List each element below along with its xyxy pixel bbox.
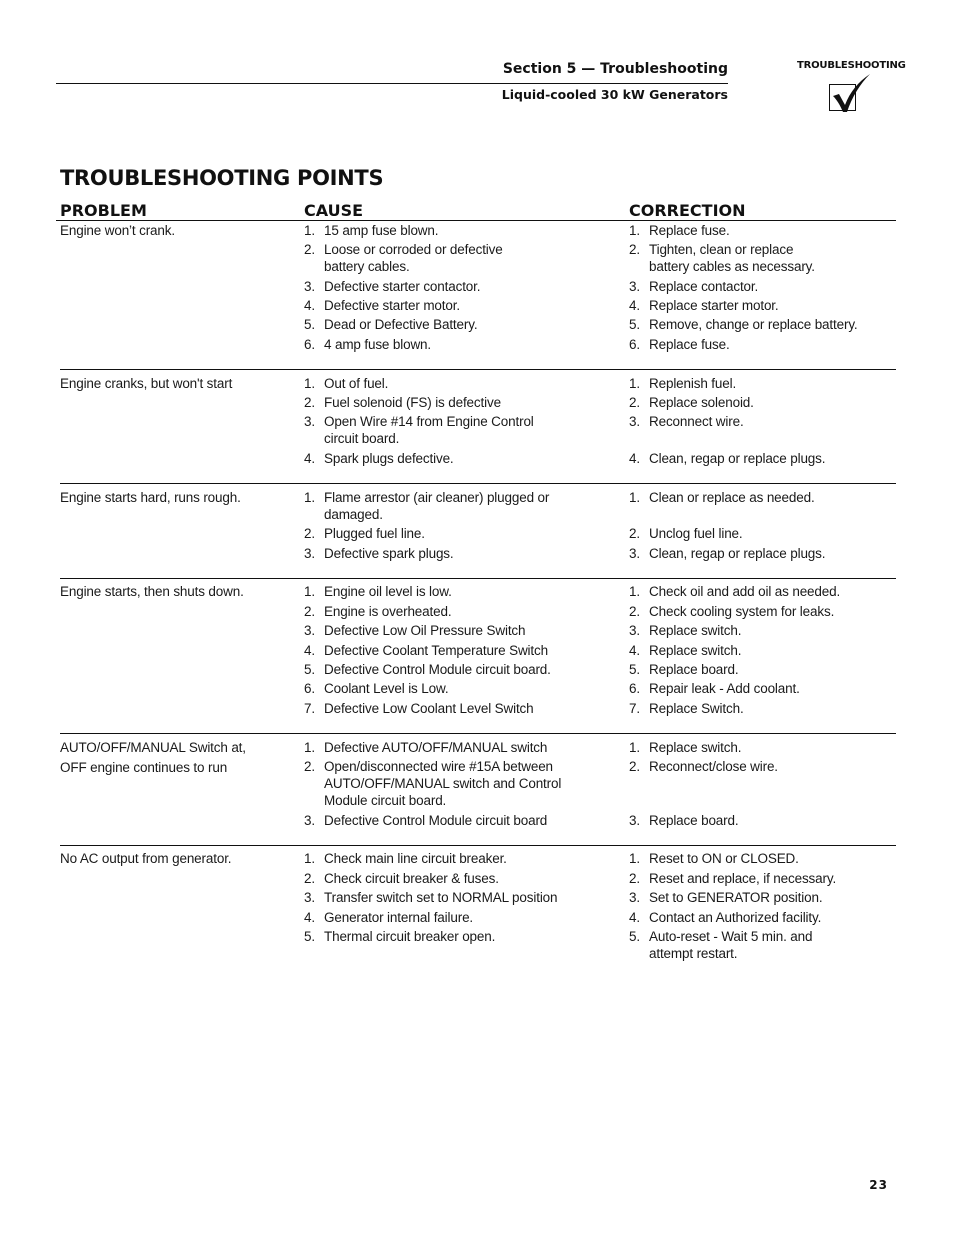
cause-item: 3. Transfer switch set to NORMAL position	[304, 890, 558, 905]
correction-item: 1. Check oil and add oil as needed.	[629, 584, 841, 599]
correction-item: 7. Replace Switch.	[629, 701, 744, 716]
correction-item: 4. Replace switch.	[629, 643, 742, 658]
cause-item: 5. Thermal circuit breaker open.	[304, 929, 496, 944]
cause-item: 1. 15 amp fuse blown.	[304, 223, 439, 238]
cause-item: 2. Open/disconnected wire #15A between AUTO/OFF/MANUAL switch and Control Module circuit board.	[304, 759, 562, 808]
header-rule	[56, 83, 728, 84]
correction-item: 1. Replenish fuel.	[629, 376, 737, 391]
correction-item: 2. Unclog fuel line.	[629, 526, 743, 541]
correction-item: 2. Replace solenoid.	[629, 395, 754, 410]
cause-item: 4. Generator internal failure.	[304, 910, 474, 925]
row-problem: Engine starts hard, runs rough.	[60, 490, 241, 505]
cause-item: 1. Check main line circuit breaker.	[304, 851, 507, 866]
cause-item: 1. Flame arrestor (air cleaner) plugged or damaged.	[304, 490, 550, 522]
cause-item: 3. Open Wire #14 from Engine Control circuit board.	[304, 414, 534, 446]
correction-item: 3. Clean, regap or replace plugs.	[629, 546, 826, 561]
cause-item: 7. Defective Low Coolant Level Switch	[304, 701, 534, 716]
correction-item: 3. Reconnect wire.	[629, 414, 744, 429]
cause-item: 2. Engine is overheated.	[304, 604, 452, 619]
correction-item: 3. Set to GENERATOR position.	[629, 890, 823, 905]
section-subtitle: Liquid-cooled 30 kW Generators	[501, 87, 728, 102]
correction-item: 3. Replace contactor.	[629, 279, 759, 294]
cause-item: 1. Defective AUTO/OFF/MANUAL switch	[304, 740, 548, 755]
correction-item: 4. Contact an Authorized facility.	[629, 910, 822, 925]
cause-item: 1. Out of fuel.	[304, 376, 389, 391]
correction-item: 1. Replace fuse.	[629, 223, 730, 238]
cause-item: 2. Fuel solenoid (FS) is defective	[304, 395, 501, 410]
cause-item: 2. Plugged fuel line.	[304, 526, 425, 541]
cause-item: 3. Defective spark plugs.	[304, 546, 454, 561]
correction-item: 3. Replace switch.	[629, 623, 742, 638]
cause-item: 5. Defective Control Module circuit board.	[304, 662, 551, 677]
cause-item: 5. Dead or Defective Battery.	[304, 317, 478, 332]
cause-item: 4. Defective Coolant Temperature Switch	[304, 643, 548, 658]
correction-item: 3. Replace board.	[629, 813, 739, 828]
correction-item: 4. Replace starter motor.	[629, 298, 779, 313]
cause-item: 6. Coolant Level is Low.	[304, 681, 449, 696]
cause-item: 2. Loose or corroded or defective battery cables.	[304, 242, 503, 274]
correction-item: 6. Replace fuse.	[629, 337, 730, 352]
page-title: TROUBLESHOOTING POINTS	[60, 166, 384, 190]
column-header-correction: CORRECTION	[629, 201, 746, 220]
row-divider	[60, 733, 896, 734]
cause-item: 6. 4 amp fuse blown.	[304, 337, 432, 352]
row-problem: No AC output from generator.	[60, 851, 232, 866]
cause-item: 1. Engine oil level is low.	[304, 584, 452, 599]
row-divider	[60, 578, 896, 579]
correction-item: 6. Repair leak - Add coolant.	[629, 681, 800, 696]
column-header-cause: CAUSE	[304, 201, 364, 220]
row-problem: AUTO/OFF/MANUAL Switch at, OFF engine continues to run	[60, 740, 246, 775]
row-problem: Engine starts, then shuts down.	[60, 584, 244, 599]
row-divider	[60, 483, 896, 484]
correction-item: 1. Clean or replace as needed.	[629, 490, 815, 505]
cause-item: 4. Spark plugs defective.	[304, 451, 454, 466]
row-problem: Engine won’t crank.	[60, 223, 175, 238]
correction-item: 1. Replace switch.	[629, 740, 742, 755]
section-heading: Section 5 — Troubleshooting	[502, 61, 728, 77]
correction-item: 2. Reconnect/close wire.	[629, 759, 778, 774]
correction-item: 4. Clean, regap or replace plugs.	[629, 451, 826, 466]
correction-item: 1. Reset to ON or CLOSED.	[629, 851, 799, 866]
tab-label: TROUBLESHOOTING	[797, 60, 906, 71]
cause-item: 3. Defective Control Module circuit board	[304, 813, 548, 828]
correction-item: 5. Auto-reset - Wait 5 min. and attempt restart.	[629, 929, 813, 961]
correction-item: 2. Tighten, clean or replace battery cables as necessary.	[629, 242, 815, 274]
correction-item: 5. Replace board.	[629, 662, 739, 677]
cause-item: 2. Check circuit breaker & fuses.	[304, 871, 499, 886]
correction-item: 5. Remove, change or replace battery.	[629, 317, 858, 332]
correction-item: 2. Check cooling system for leaks.	[629, 604, 835, 619]
column-header-problem: PROBLEM	[60, 201, 147, 220]
row-problem: Engine cranks, but won't start	[60, 376, 233, 391]
page-number: 23	[869, 1178, 888, 1192]
cause-item: 4. Defective starter motor.	[304, 298, 460, 313]
row-divider	[60, 369, 896, 370]
cause-item: 3. Defective Low Oil Pressure Switch	[304, 623, 526, 638]
cause-item: 3. Defective starter contactor.	[304, 279, 481, 294]
correction-item: 2. Reset and replace, if necessary.	[629, 871, 837, 886]
checkmark-icon	[826, 72, 874, 114]
row-divider	[60, 845, 896, 846]
